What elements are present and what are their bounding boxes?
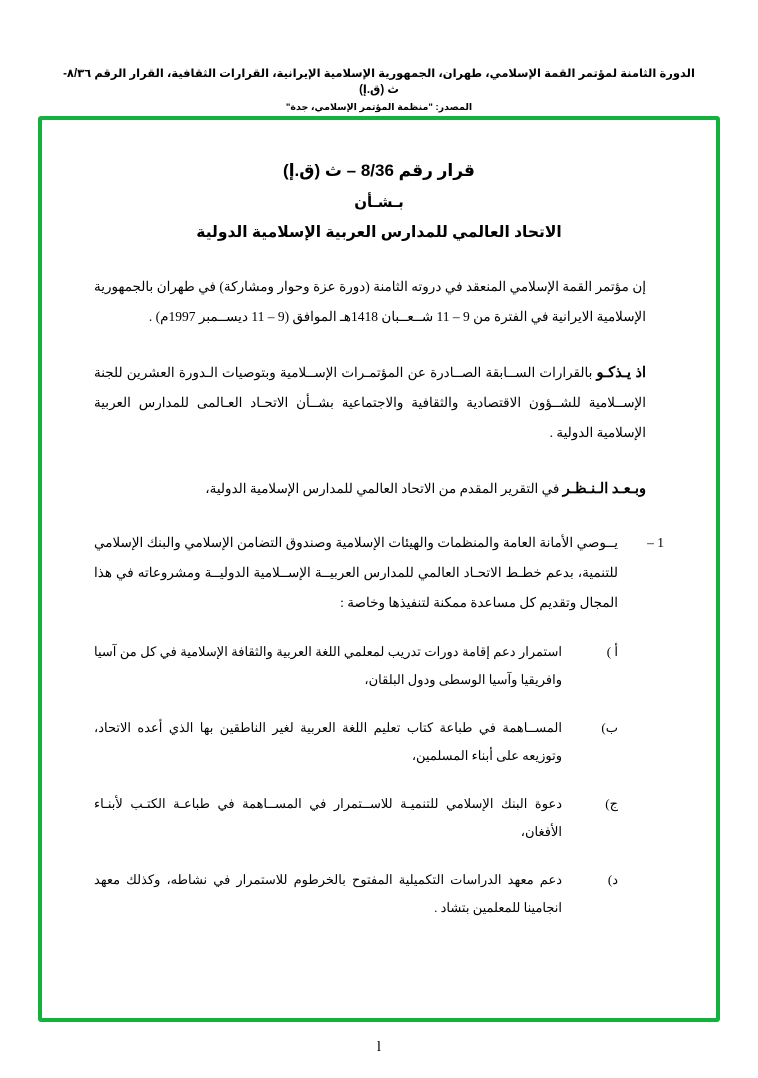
numbered-item bbox=[94, 528, 664, 618]
subitem-text: دعوة البنك الإسلامي للتنميـة للاســتمرار في المســاهمة في طباعـة الكتـب لأبنـاء الأفغان، bbox=[94, 796, 562, 839]
list-item bbox=[94, 790, 664, 846]
recall-paragraph bbox=[94, 358, 646, 448]
header-citation-line: الدورة الثامنة لمؤتمر القمة الإسلامي، طهران، الجمهورية الإسلامية الإيرانية، القرارات الثقافية، القرار الرقم ٨/٣٦-ث (ق.إ) bbox=[63, 68, 695, 96]
list-item bbox=[94, 866, 664, 922]
item-text: الأمانة العامة والمنظمات والهيئات الإسلامية وصندوق التضامن الإسلامي والبنك الإسلامي للتنمية، بدعم خطـط الاتحـاد العالمي للمدارس العربيــة الإســلامية الدوليــة ومشروعاته في هذا المجال وتقديم كل مساعدة ممكنة لتنفيذها وخاصة : bbox=[94, 535, 618, 610]
subitem-text: دعم معهد الدراسات التكميلية المفتوح بالخرطوم للاستمرار في نشاطه، وكذلك معهد انجامينا للمعلمين بتشاد . bbox=[94, 872, 562, 915]
item-number: 1 – bbox=[647, 535, 664, 550]
title-block bbox=[94, 158, 664, 246]
resolution-subtitle: بـشـأن bbox=[354, 194, 404, 211]
page-header bbox=[60, 66, 698, 114]
subitem-text: المســاهمة في طباعة كتاب تعليم اللغة العربية لغير الناطقين بها الذي أعده الاتحاد، وتوزيعه على أبناء المسلمين، bbox=[94, 720, 562, 763]
item-body bbox=[94, 528, 618, 618]
green-border-frame bbox=[38, 116, 720, 1022]
document-content bbox=[42, 120, 716, 942]
recall-text: بالقرارات الســابقة الصــادرة عن المؤتمـرات الإســلامية وبتوصيات الـدورة العشرين للجنة الإســلامية للشــؤون الاقتصادية والثقافية والاجتماعية بشــأن الاتحـاد العـالمى للمدارس العربية الإسلامية الدولية . bbox=[94, 365, 646, 440]
after-review-paragraph bbox=[94, 474, 646, 504]
subitem-marker: أ ) bbox=[606, 644, 618, 659]
page-footer-mark: l bbox=[376, 1039, 382, 1055]
subitem-marker: ج) bbox=[605, 796, 618, 811]
list-item bbox=[94, 638, 664, 694]
resolution-title: قرار رقم 8/36 – ث (ق.إ) bbox=[283, 161, 475, 180]
header-source-line: المصدر: "منظمة المؤتمر الإسلامي، جدة" bbox=[285, 102, 473, 113]
after-review-text: في التقرير المقدم من الاتحاد العالمي للمدارس الإسلامية الدولية، bbox=[205, 481, 560, 496]
recall-lead: اذ يـذكـو bbox=[596, 365, 646, 381]
subitem-marker: د) bbox=[607, 872, 618, 887]
resolution-subject: الاتحاد العالمي للمدارس العربية الإسلامية الدولية bbox=[196, 224, 562, 241]
item-lead: يــوصي bbox=[576, 535, 619, 550]
subitem-text: استمرار دعم إقامة دورات تدريب لمعلمي اللغة العربية والثقافة الإسلامية في كل من آسيا وافريقيا وآسيا الوسطى ودول البلقان، bbox=[94, 644, 562, 687]
preamble-paragraph bbox=[94, 272, 646, 332]
subitem-marker: ب) bbox=[601, 720, 618, 735]
list-item bbox=[94, 714, 664, 770]
preamble-text: إن مؤتمر القمة الإسلامي المنعقد في دروته الثامنة (دورة عزة وحوار ومشاركة) في طهران بالجمهورية الإسلامية الايرانية في الفترة من 9 – 11 شــعــبان 1418هـ الموافق (9 – 11 ديســمبر 1997م) . bbox=[94, 279, 646, 324]
after-review-lead: وبـعـد الـنـظـر bbox=[562, 481, 646, 497]
